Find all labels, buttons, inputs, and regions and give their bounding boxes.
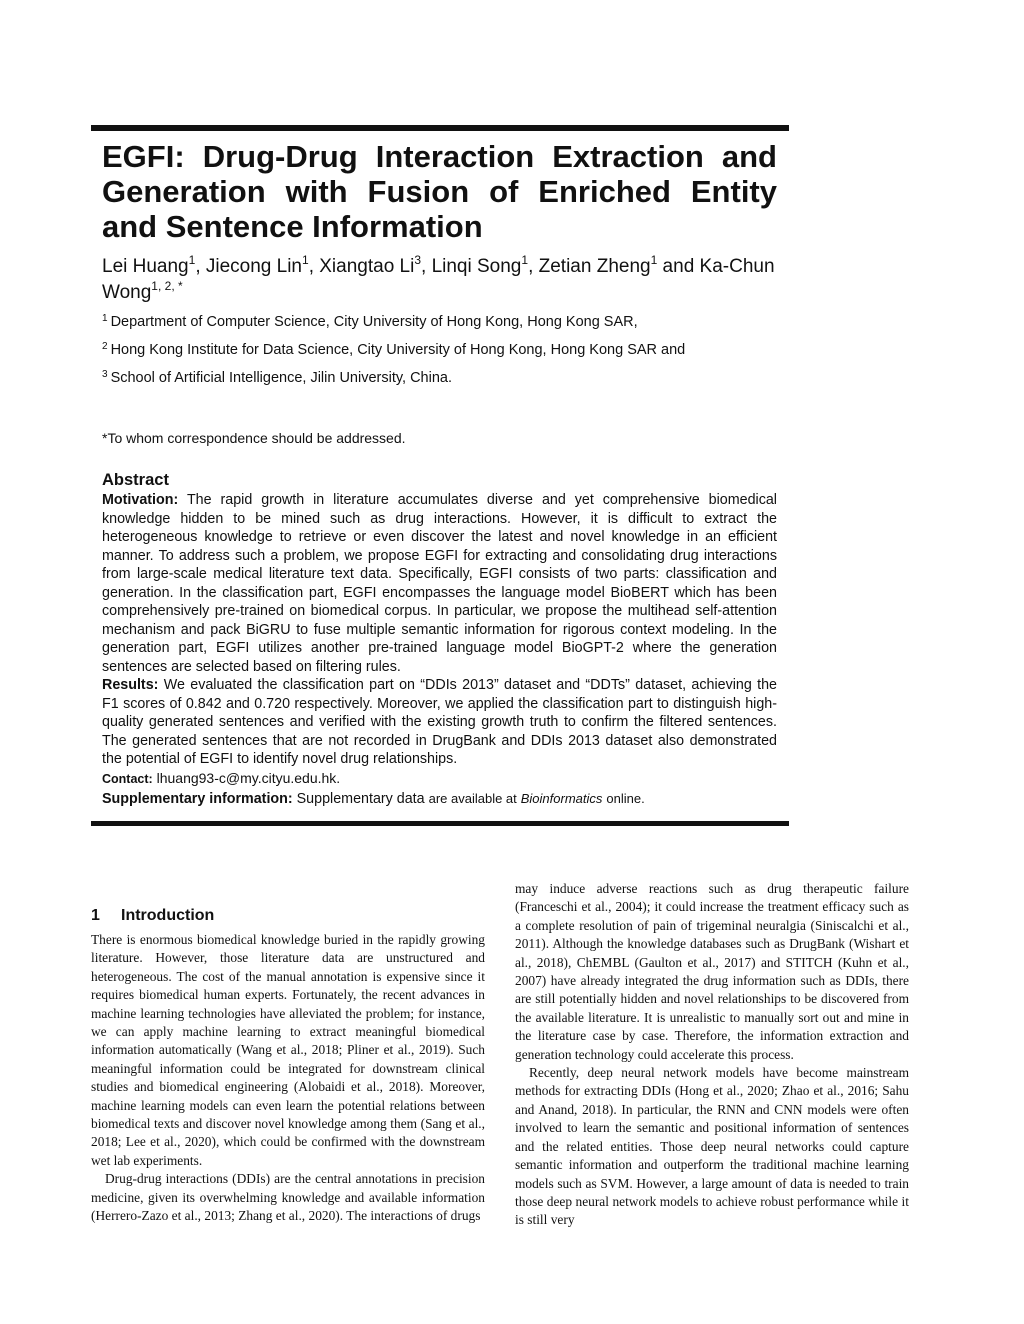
author: Lei Huang$^1$, xyxy=(102,253,206,277)
left-column xyxy=(91,906,485,1226)
abstract-results: Results: We evaluated the classification part on “DDIs 2013” dataset and “DDTs” dataset, achieving the F1 scores of 0.842 and 0.720 respectively. Moreover, we applied the classification part to distinguish high-quality generated sentences and verified with the existing growth truth to confirm the filtered sentences. The generated sentences that are not recorded in DrugBank and DDIs 2013 dataset also demonstrated the potential of EGFI to identify novel drug relationships. xyxy=(102,677,777,767)
bottom-rule xyxy=(91,821,789,826)
affiliation: $^1$ Department of Computer Science, City University of Hong Kong, Hong Kong SAR, xyxy=(102,313,638,330)
contact-email[interactable]: lhuang93-c@my.cityu.edu.hk. xyxy=(156,769,341,786)
body-paragraph: Recently, deep neural network models have become mainstream methods for extracting DDIs (Hong et al., 2020; Zhao et al., 2016; Sahu and Anand, 2018). In particular, the RNN and CNN models were often involved to learn the semantic and positional information of sentences and the related entities. Those deep neural networks could capture semantic information and outperform the traditional machine learning models such as SVM. However, a large amount of data is needed to train those deep neural network models to achieve robust performance while it is still very xyxy=(515,1065,909,1228)
author: Linqi Song$^1$, xyxy=(431,253,539,277)
section-heading: 1 Introduction xyxy=(91,907,215,924)
top-rule xyxy=(91,125,789,131)
body-paragraph: Drug-drug interactions (DDIs) are the central annotations in precision medicine, given its overwhelming knowledge and available information (Herrero-Zazo et al., 2013; Zhang et al., 2020). The interactions of drugs xyxy=(91,1171,485,1224)
author-list xyxy=(102,254,782,306)
author: Zetian Zheng$^1$ and xyxy=(538,253,700,277)
affiliation: $^2$ Hong Kong Institute for Data Science, City University of Hong Kong, Hong Kong SAR and xyxy=(102,341,686,358)
author: Xiangtao Li$^3$, xyxy=(319,253,432,277)
abstract-heading: Abstract xyxy=(102,471,169,489)
author: Jiecong Lin$^1$, xyxy=(205,253,320,277)
abstract-contact: Contact: lhuang93-c@my.cityu.edu.hk. xyxy=(102,769,341,786)
abstract xyxy=(102,470,777,809)
body-paragraph: There is enormous biomedical knowledge buried in the rapidly growing literature. However, those literature data are unstructured and heterogeneous. The cost of the manual annotation is expensive since it requires biomedical human experts. Fortunately, the recent advances in machine learning technologies have alleviated the problem; for instance, we can apply machine learning to extract meaningful biomedical information automatically (Wang et al., 2018; Pliner et al., 2019). Such meaningful information could be integrated for downstream clinical studies and biomedical engineering (Alobaidi et al., 2018). Moreover, machine learning models can even learn the potential relations between biomedical texts and discover novel knowledge among them (Sang et al., 2018; Lee et al., 2020), which could be confirmed with the downstream wet lab experiments. xyxy=(91,932,485,1168)
abstract-motivation: Motivation: The rapid growth in literature accumulates diverse and yet comprehensive biomedical knowledge hidden to be mined such as drug interactions. However, it is difficult to extract the heterogeneous knowledge to retrieve or even discover the latest and novel knowledge in an efficient manner. To address such a problem, we propose EGFI for extracting and consolidating drug interactions from large-scale medical literature text data. Specifically, EGFI consists of two parts: classification and generation. In the classification part, EGFI encompasses the language model BioBERT which has been comprehensively pre-trained on biomedical corpus. In particular, we propose the multihead self-attention mechanism and pack BiGRU to fuse multiple semantic information for rigorous context modeling. In the generation part, EGFI utilizes another pre-trained language model BioGPT-2 where the generation sentences are selected based on filtering rules. xyxy=(102,492,777,675)
body-paragraph: may induce adverse reactions such as drug therapeutic failure (Franceschi et al., 2004); it could increase the treatment efficacy such as a complete resolution of pain of trigeminal neuralgia (Siniscalchi et al., 2011). Although the knowledge databases such as DrugBank (Wishart et al., 2018), ChEMBL (Gaulton et al., 2017) and STITCH (Kuhn et al., 2007) have already integrated the drug information such as DDIs, there are still potentially hidden and novel relationships to be discovered from the available literature. It is unrealistic to manually sort out and mine in the literature case by case. Therefore, the information extraction and generation technology could accelerate this process. xyxy=(515,881,909,1062)
correspondence-note: *To whom correspondence should be addressed. xyxy=(102,430,406,446)
supplementary-info: Supplementary information: Supplementary data are available at Bioinformatics online. xyxy=(102,790,645,807)
right-column xyxy=(515,880,909,1230)
affiliation: $^3$ School of Artificial Intelligence, Jilin University, China. xyxy=(102,369,452,386)
paper-title: EGFI: Drug-Drug Interaction Extraction and Generation with Fusion of Enriched Entity and Sentence Information xyxy=(102,139,777,244)
author: Ka-Chun Wong$^{1, 2, *}$ xyxy=(102,256,775,303)
